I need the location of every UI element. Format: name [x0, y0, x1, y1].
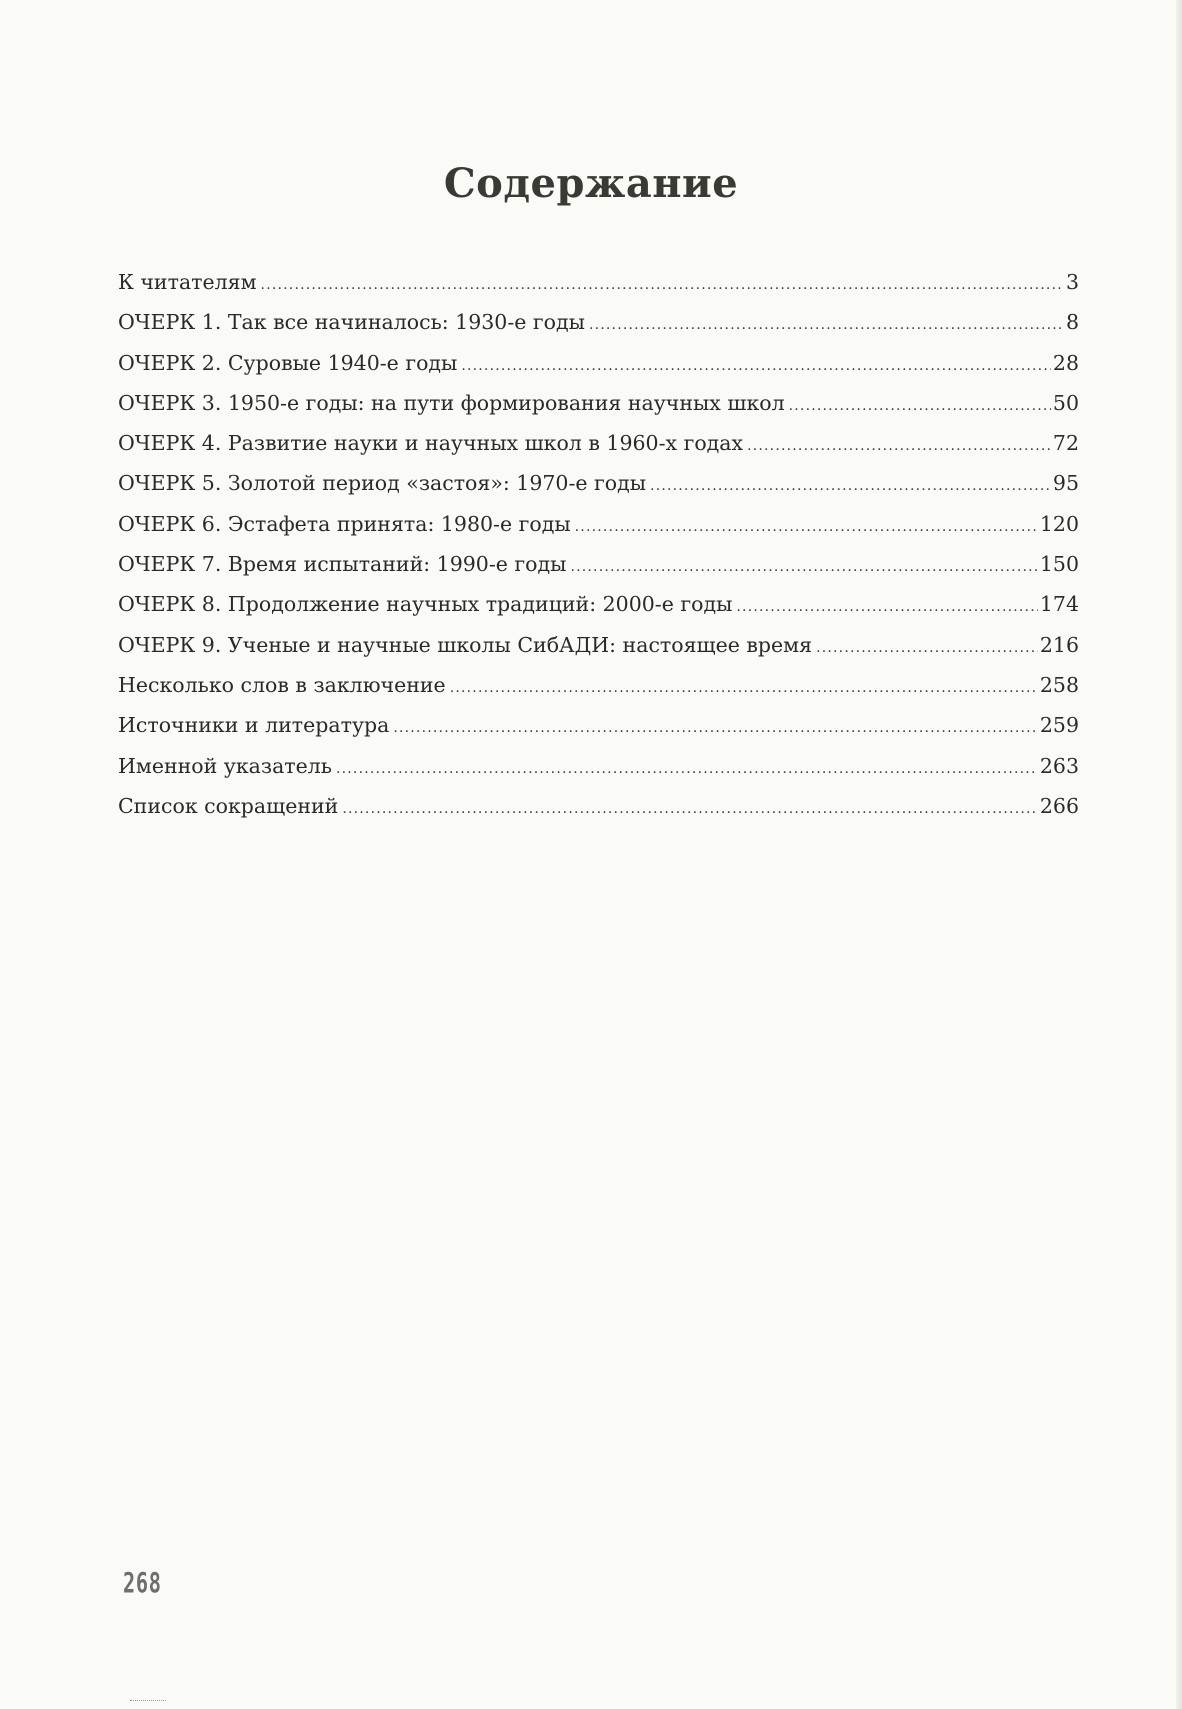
- toc-entry[interactable]: [118, 463, 1079, 503]
- toc-entry-label: К читателям: [118, 270, 257, 294]
- toc-entry-label: ОЧЕРК 3. 1950-е годы: на пути формирования научных школ: [118, 390, 785, 415]
- toc-entry[interactable]: [118, 504, 1079, 544]
- toc-entry[interactable]: [118, 746, 1079, 786]
- toc-entry[interactable]: [118, 544, 1079, 584]
- toc-entry-page: 50: [1052, 390, 1079, 415]
- toc-entry-page: 259: [1039, 713, 1079, 738]
- toc-entry-label: Именной указатель: [118, 753, 332, 778]
- toc-leader-dots: [747, 426, 1051, 466]
- toc-entry-page: 263: [1039, 753, 1079, 778]
- toc-leader-dots: [575, 507, 1038, 547]
- toc-entry-label: ОЧЕРК 4. Развитие науки и научных школ в 1960-х годах: [118, 431, 744, 456]
- toc-entry[interactable]: [118, 584, 1079, 624]
- page-title: Содержание: [443, 160, 739, 207]
- toc-entry[interactable]: [118, 705, 1079, 745]
- toc-leader-dots: [336, 749, 1038, 789]
- toc-entry-page: 95: [1052, 471, 1079, 496]
- toc-leader-dots: [570, 547, 1037, 587]
- scan-artifact-mark: [130, 1700, 166, 1704]
- toc-entry-page: 150: [1039, 552, 1079, 577]
- toc-leader-dots: [393, 708, 1038, 748]
- toc-entry-page: 72: [1052, 431, 1079, 456]
- toc-entry[interactable]: [118, 423, 1079, 463]
- toc-entry-label: Несколько слов в заключение: [118, 672, 446, 697]
- toc-leader-dots: [736, 587, 1037, 627]
- toc-leader-dots: [450, 668, 1038, 708]
- toc-entry-page: 120: [1039, 511, 1079, 536]
- toc-entry-label: ОЧЕРК 9. Ученые и научные школы СибАДИ: настоящее время: [118, 632, 813, 657]
- toc-leader-dots: [816, 628, 1038, 668]
- toc-entry-label: Источники и литература: [118, 713, 390, 738]
- page-number: 268: [123, 1566, 162, 1599]
- toc-entry[interactable]: [118, 383, 1079, 423]
- toc-entry-label: ОЧЕРК 1. Так все начиналось: 1930-е годы: [118, 310, 585, 335]
- toc-leader-dots: [589, 305, 1064, 345]
- toc-leader-dots: [789, 386, 1051, 426]
- toc-leader-dots: [461, 346, 1051, 386]
- toc-entry-page: 216: [1039, 632, 1079, 657]
- toc-entry-label: ОЧЕРК 8. Продолжение научных традиций: 2000-е годы: [118, 592, 733, 617]
- toc-entry-label: ОЧЕРК 7. Время испытаний: 1990-е годы: [118, 552, 567, 577]
- toc-entry[interactable]: [118, 625, 1079, 665]
- toc-entry-label: ОЧЕРК 6. Эстафета принята: 1980-е годы: [118, 511, 571, 536]
- toc-entry-page: 266: [1039, 793, 1079, 818]
- toc-leader-dots: [342, 789, 1038, 829]
- page-edge: [1176, 0, 1182, 1709]
- toc-entry[interactable]: [118, 786, 1079, 826]
- toc-entry[interactable]: [118, 262, 1079, 302]
- toc-leader-dots: [650, 466, 1051, 506]
- toc-entry-label: ОЧЕРК 5. Золотой период «застоя»: 1970-е годы: [118, 471, 647, 496]
- table-of-contents: [118, 262, 1079, 826]
- toc-entry[interactable]: [118, 665, 1079, 705]
- toc-leader-dots: [261, 265, 1064, 305]
- toc-entry-page: 174: [1039, 592, 1079, 617]
- toc-entry-page: 28: [1052, 350, 1079, 375]
- toc-entry-page: 8: [1065, 310, 1079, 335]
- toc-entry[interactable]: [118, 343, 1079, 383]
- toc-entry-page: 258: [1039, 672, 1079, 697]
- toc-entry-page: 3: [1065, 270, 1079, 294]
- toc-entry[interactable]: [118, 302, 1079, 342]
- toc-entry-label: Список сокращений: [118, 793, 339, 818]
- toc-entry-label: ОЧЕРК 2. Суровые 1940-е годы: [118, 350, 458, 375]
